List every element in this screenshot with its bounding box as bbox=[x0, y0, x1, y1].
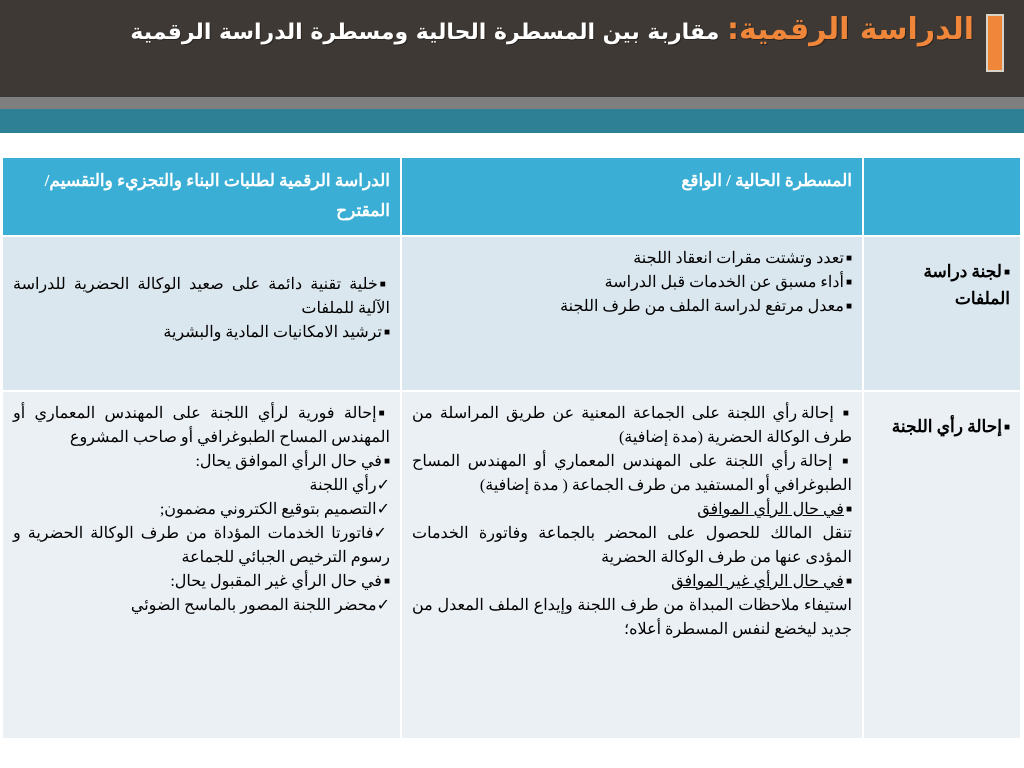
list-item: ■معدل مرتفع لدراسة الملف من طرف اللجنة bbox=[560, 298, 852, 315]
title-main: الدراسة الرقمية: bbox=[727, 12, 974, 47]
check-icon: ✓ bbox=[376, 501, 390, 518]
header-cell-proposed: الدراسة الرقمية لطلبات البناء والتجزيء والتقسيم/ المقترح bbox=[2, 157, 401, 236]
section-heading: ■في حال الرأي الموافق bbox=[697, 501, 852, 518]
bullet-icon: ■ bbox=[383, 576, 390, 587]
row-label-text: إحالة رأي اللجنة bbox=[891, 417, 1002, 436]
divider-stripe-teal bbox=[0, 109, 1024, 133]
accent-bar bbox=[986, 14, 1004, 72]
check-icon: ✓ bbox=[373, 525, 391, 542]
bullet-icon: ■ bbox=[845, 301, 852, 312]
bullet-icon: ■ bbox=[845, 504, 852, 515]
list-item: ✓فاتورتا الخدمات المؤداة من طرف الوكالة الحضرية و رسوم الترخيص الجبائي للجماعة bbox=[13, 525, 391, 566]
current-cell bbox=[401, 236, 863, 391]
list-item: ✓رأي اللجنة bbox=[309, 477, 390, 494]
list-item: ■أداء مسبق عن الخدمات قبل الدراسة bbox=[604, 274, 852, 291]
check-icon: ✓ bbox=[376, 597, 390, 614]
header-cell-current: المسطرة الحالية / الواقع bbox=[401, 157, 863, 236]
bullet-icon: ■ bbox=[845, 253, 852, 264]
row-label bbox=[863, 236, 1021, 391]
list-item: ✓التصميم بتوقيع الكتروني مضمون; bbox=[159, 501, 390, 518]
list-item: ■ إحالة رأي اللجنة على المهندس المعماري أو المهندس المساح الطبوغرافي أو المستفيد من طرف الجماعة ( مدة إضافية) bbox=[412, 453, 853, 494]
bullet-icon: ■ bbox=[383, 456, 390, 467]
bullet-icon: ■ bbox=[378, 408, 390, 419]
paragraph: تنقل المالك للحصول على المحضر بالجماعة وفاتورة الخدمات المؤدى عنها من طرف الوكالة الحضرية bbox=[412, 525, 852, 566]
bullet-icon: ■ bbox=[379, 279, 390, 290]
table-row bbox=[2, 391, 1021, 739]
list-item: ✓محضر اللجنة المصور بالماسح الضوئي bbox=[130, 597, 390, 614]
current-cell bbox=[401, 391, 863, 739]
section-heading: ■في حال الرأي غير الموافق bbox=[671, 573, 852, 590]
list-item: ■خلية تقنية دائمة على صعيد الوكالة الحضرية للدراسة الآلية للملفات bbox=[13, 276, 390, 317]
proposed-cell bbox=[2, 236, 401, 391]
table-row bbox=[2, 236, 1021, 391]
list-item: ■تعدد وتشتت مقرات انعقاد اللجنة bbox=[633, 250, 852, 267]
bullet-icon: ■ bbox=[845, 277, 852, 288]
list-item: ■إحالة فورية لرأي اللجنة على المهندس المعماري أو المهندس المساح الطبوغرافي أو صاحب المشروع bbox=[13, 405, 390, 446]
page-title bbox=[20, 12, 974, 47]
table-header-row bbox=[2, 157, 1021, 236]
bullet-icon: ■ bbox=[383, 327, 390, 338]
bullet-icon: ■ bbox=[842, 408, 852, 419]
header-cell-empty bbox=[863, 157, 1021, 236]
row-label bbox=[863, 391, 1021, 739]
divider-stripe-grey bbox=[0, 97, 1024, 109]
title-sub: مقاربة بين المسطرة الحالية ومسطرة الدراسة الرقمية bbox=[130, 20, 728, 45]
bullet-icon: ■ bbox=[842, 456, 853, 467]
bullet-icon: ■ bbox=[845, 576, 852, 587]
list-item: ■ إحالة رأي اللجنة على الجماعة المعنية عن طريق المراسلة من طرف الوكالة الحضرية (مدة إضافية) bbox=[412, 405, 852, 446]
row-label-text: لجنة دراسة الملفات bbox=[923, 262, 1010, 308]
comparison-table bbox=[1, 156, 1022, 740]
section-heading: ■في حال الرأي غير المقبول يحال: bbox=[170, 573, 390, 590]
list-item: ■ترشيد الامكانيات المادية والبشرية bbox=[163, 324, 390, 341]
bullet-icon: ■ bbox=[1003, 422, 1010, 433]
check-icon: ✓ bbox=[376, 477, 390, 494]
bullet-icon: ■ bbox=[1003, 267, 1010, 278]
proposed-cell bbox=[2, 391, 401, 739]
paragraph: استيفاء ملاحظات المبداة من طرف اللجنة وإيداع الملف المعدل من جديد ليخضع لنفس المسطرة أعلاه؛ bbox=[412, 597, 852, 638]
section-heading: ■في حال الرأي الموافق يحال: bbox=[195, 453, 390, 470]
